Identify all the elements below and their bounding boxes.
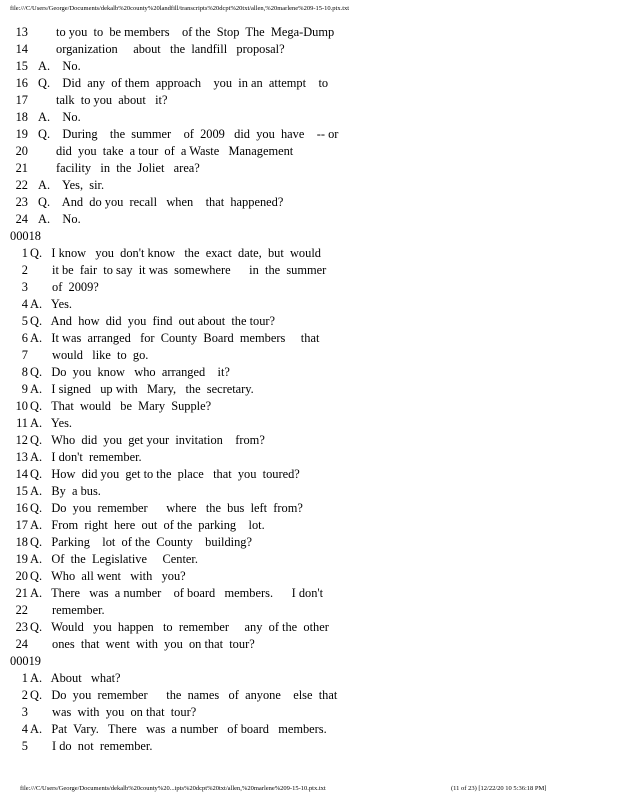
line-number: 4 [21,297,28,311]
line-text: Q. And do you recall when that happened? [38,195,284,209]
line-text: A. Yes, sir. [38,178,105,192]
transcript-line [10,75,610,92]
line-number: 20 [15,569,28,583]
line-number: 11 [16,416,28,430]
transcript-line [10,24,610,41]
line-number: 21 [15,161,28,175]
line-text: Q. That would be Mary Supple? [30,399,212,413]
line-text: A. No. [38,110,81,124]
line-text: Q. Parking lot of the County building? [30,535,252,549]
line-text: A. No. [38,212,81,226]
line-text: Q. Do you remember the names of anyone else that [30,688,338,702]
line-text: Q. And how did you find out about the tour? [30,314,276,328]
line-text: Q. Do you remember where the bus left from? [30,501,303,515]
line-number: 6 [21,331,28,345]
line-number: 15 [15,59,28,73]
line-number: 13 [15,450,28,464]
line-text: A. About what? [30,671,121,685]
line-number: 15 [15,484,28,498]
line-text: Q. During the summer of 2009 did you have -- or [38,127,339,141]
line-number: 8 [21,365,28,379]
page-info-footer: (11 of 23) [12/22/20 10 5:36:18 PM] [451,785,547,792]
transcript-line [10,585,610,602]
line-number: 2 [21,688,28,702]
line-text: A. There was a number of board members. I don't [30,586,324,600]
transcript-line [10,330,610,347]
transcript-line [10,568,610,585]
transcript-line [10,109,610,126]
transcript-line [10,432,610,449]
transcript-line [10,721,610,738]
transcript-line [10,500,610,517]
line-text: to you to be members of the Stop The Mega-Dump [56,25,335,39]
line-text: of 2009? [52,280,99,294]
line-number: 16 [15,76,28,90]
line-number: 3 [21,705,28,719]
line-text: Q. Would you happen to remember any of the other [30,620,329,634]
transcript-line [10,92,610,109]
transcript-line [10,602,610,619]
transcript-line [10,687,610,704]
line-text: did you take a tour of a Waste Management [56,144,294,158]
transcript-line [10,279,610,296]
transcript-line [10,262,610,279]
line-text: I do not remember. [52,739,153,753]
line-number: 20 [15,144,28,158]
line-text: Q. How did you get to the place that you toured? [30,467,300,481]
transcript-line [10,245,610,262]
line-text: Q. Did any of them approach you in an attempt to [38,76,329,90]
page-number-label: 00018 [10,229,41,243]
transcript-line [10,364,610,381]
line-text: would like to go. [52,348,149,362]
line-number: 22 [15,603,28,617]
transcript-line [10,517,610,534]
line-number: 24 [15,637,28,651]
line-number: 13 [15,25,28,39]
transcript-line [10,534,610,551]
transcript-line [10,483,610,500]
line-number: 17 [15,93,28,107]
line-number: 3 [21,280,28,294]
transcript-line [10,398,610,415]
transcript-line [10,466,610,483]
transcript-line [10,738,610,755]
line-text: Q. Who did you get your invitation from? [30,433,265,447]
line-text: A. I don't remember. [30,450,142,464]
line-number: 12 [15,433,28,447]
line-number: 4 [21,722,28,736]
transcript-line [10,126,610,143]
line-number: 9 [21,382,28,396]
transcript-line [10,636,610,653]
line-number: 1 [21,246,28,260]
transcript-line [10,619,610,636]
transcript-line [10,160,610,177]
transcript-line [10,551,610,568]
line-number: 18 [15,110,28,124]
line-number: 16 [15,501,28,515]
line-text: Q. I know you don't know the exact date, but would [30,246,321,260]
line-number: 23 [15,195,28,209]
line-number: 17 [15,518,28,532]
page-number-label: 00019 [10,654,41,668]
line-number: 1 [21,671,28,685]
line-number: 10 [15,399,28,413]
line-text: talk to you about it? [56,93,168,107]
line-text: A. Pat Vary. There was a number of board members. [30,722,327,736]
page-number [10,653,610,670]
line-text: A. I signed up with Mary, the secretary. [30,382,254,396]
transcript-line [10,211,610,228]
transcript-line [10,449,610,466]
transcript-line [10,143,610,160]
file-path-footer: file:///C/Users/George/Documents/dekalb%20county%20...ipts%20dcpt%20txt/allen,%20marlene%209-15-10.ptx.txt [20,785,326,792]
transcript-line [10,415,610,432]
line-number: 2 [21,263,28,277]
transcript-line [10,347,610,364]
line-text: A. Yes. [30,297,73,311]
transcript-line [10,704,610,721]
line-number: 14 [15,42,28,56]
line-text: A. From right here out of the parking lot. [30,518,265,532]
line-number: 21 [15,586,28,600]
line-text: A. It was arranged for County Board members that [30,331,320,345]
line-text: it be fair to say it was somewhere in the summer [52,263,327,277]
line-text: remember. [52,603,105,617]
line-text: Q. Who all went with you? [30,569,186,583]
transcript-line [10,296,610,313]
transcript-line [10,670,610,687]
line-text: A. Of the Legislative Center. [30,552,198,566]
line-text: A. No. [38,59,81,73]
line-text: A. Yes. [30,416,73,430]
transcript-line [10,41,610,58]
line-number: 23 [15,620,28,634]
line-number: 18 [15,535,28,549]
line-text: facility in the Joliet area? [56,161,200,175]
line-number: 5 [21,314,28,328]
line-text: A. By a bus. [30,484,101,498]
line-text: organization about the landfill proposal? [56,42,285,56]
line-text: Q. Do you know who arranged it? [30,365,230,379]
line-text: ones that went with you on that tour? [52,637,255,651]
line-number: 22 [15,178,28,192]
line-number: 19 [15,552,28,566]
transcript-line [10,313,610,330]
transcript-line [10,194,610,211]
transcript-lines [10,24,610,755]
line-number: 5 [21,739,28,753]
transcript-line [10,58,610,75]
file-path-header: file:///C/Users/George/Documents/dekalb%20county%20landfill/transcripts%20dcpt%20txt/allen,%20marlene%209-15-10.ptx.txt [10,5,350,12]
page-number [10,228,610,245]
transcript-line [10,177,610,194]
line-text: was with you on that tour? [52,705,197,719]
line-number: 7 [21,348,28,362]
line-number: 14 [15,467,28,481]
transcript-line [10,381,610,398]
line-number: 19 [15,127,28,141]
line-number: 24 [15,212,28,226]
